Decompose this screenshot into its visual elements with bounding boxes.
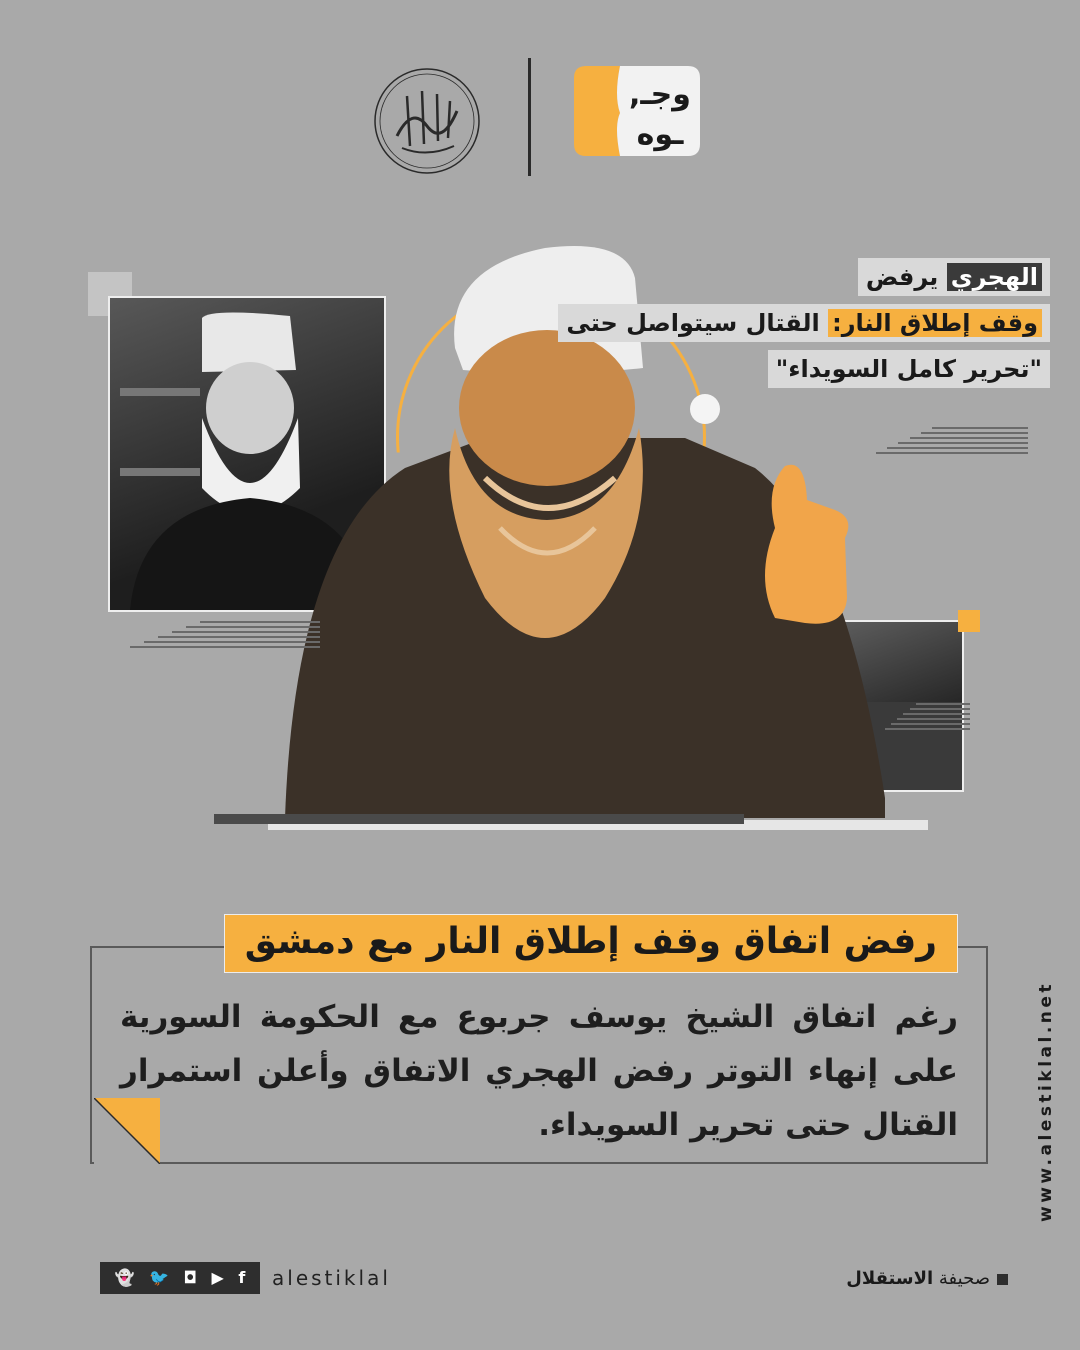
section-title: رفض اتفاق وقف إطلاق النار مع دمشق <box>224 914 958 973</box>
newspaper-title: الاستقلال <box>846 1268 934 1289</box>
decorative-text-line <box>172 631 320 633</box>
decorative-square-orange <box>958 610 980 632</box>
decorative-text-line <box>200 621 320 623</box>
facebook-icon[interactable]: f <box>238 1268 246 1287</box>
youtube-icon[interactable]: ▶ <box>211 1268 224 1287</box>
newspaper-name <box>846 1268 990 1289</box>
newspaper-prefix: صحيفة <box>938 1268 990 1289</box>
decorative-bar-dark <box>214 814 744 824</box>
instagram-icon[interactable]: ◘ <box>183 1268 197 1287</box>
footer-bullet <box>997 1274 1008 1285</box>
wujooh-logo <box>574 66 700 160</box>
decorative-text-line <box>186 626 320 628</box>
decorative-text-line <box>885 728 971 730</box>
headline-highlight-name: الهجري <box>947 263 1042 291</box>
decorative-text-line <box>891 723 970 725</box>
decorative-text-line <box>921 432 1028 434</box>
headline-line-2-text: القتال سيتواصل حتى <box>566 309 829 337</box>
bookshelf <box>120 388 200 396</box>
twitter-icon[interactable]: 🐦 <box>149 1268 169 1287</box>
bookshelf <box>120 468 200 476</box>
svg-text:ـوه: ـوه <box>636 117 684 152</box>
headline-line-2-box <box>558 304 1050 342</box>
header-divider <box>528 58 531 176</box>
decorative-text-line <box>910 437 1028 439</box>
headline-line-2 <box>550 304 1050 342</box>
headline-line-1-text: يرفض <box>865 263 947 291</box>
social-handle[interactable]: alestiklal <box>272 1266 391 1290</box>
website-url-text: www.alestiklal.net <box>1036 980 1056 1222</box>
headline-line-1 <box>550 258 1050 296</box>
headline <box>550 258 1050 396</box>
decorative-text-line <box>916 703 970 705</box>
decorative-text-line <box>898 442 1028 444</box>
decorative-text-line <box>903 713 970 715</box>
decorative-text-line <box>887 447 1028 449</box>
headline-line-3-text: "تحرير كامل السويداء" <box>768 350 1050 388</box>
website-url[interactable] <box>1030 980 1064 1224</box>
decorative-text-line <box>876 452 1028 454</box>
decorative-text-line <box>910 708 970 710</box>
snapchat-icon[interactable]: 👻 <box>114 1268 135 1287</box>
decorative-text-line <box>144 641 320 643</box>
headline-highlight-ceasefire: وقف إطلاق النار: <box>828 309 1042 337</box>
decorative-text-block <box>868 424 1028 457</box>
decorative-text-block <box>120 618 320 651</box>
body-paragraph: رغم اتفاق الشيخ يوسف جربوع مع الحكومة السورية على إنهاء التوتر رفض الهجري الاتفاق وأعلن استمرار القتال حتى تحرير السويداء. <box>120 999 958 1143</box>
headline-line-3 <box>550 350 1050 388</box>
decorative-text-line <box>932 427 1028 429</box>
decorative-text-block <box>880 700 970 733</box>
decorative-text-line <box>130 646 320 648</box>
istiqlal-seal-logo <box>372 66 482 176</box>
headline-line-1-box <box>858 258 1050 296</box>
social-icons-bar <box>100 1262 260 1294</box>
decorative-text-line <box>158 636 320 638</box>
svg-text:وجـ,: وجـ, <box>629 77 691 112</box>
decorative-text-line <box>897 718 970 720</box>
